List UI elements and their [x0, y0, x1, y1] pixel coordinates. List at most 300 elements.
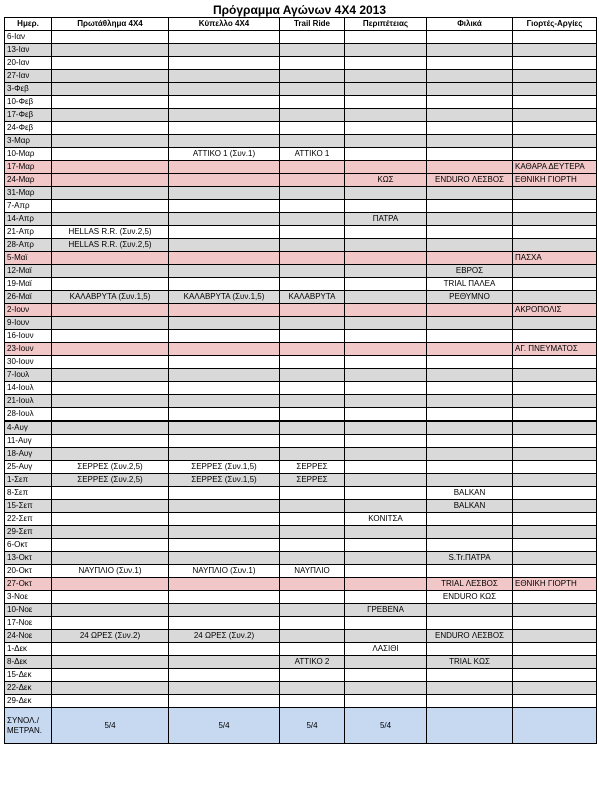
cell-adventure [345, 448, 427, 461]
cell-friendly: ENDURO ΚΩΣ [427, 591, 513, 604]
cell-trail-ride [280, 83, 345, 96]
cell-adventure: ΓΡΕΒΕΝΑ [345, 604, 427, 617]
cell-date: 3-Μαρ [5, 135, 52, 148]
cell-adventure [345, 239, 427, 252]
cell-date: 28-Ιουλ [5, 408, 52, 422]
table-row [5, 435, 597, 448]
totals-label: ΣΥΝΟΛ./ ΜΕΤΡΑΝ. [5, 708, 52, 744]
cell-date: 13-Οκτ [5, 552, 52, 565]
cell-championship [52, 265, 169, 278]
schedule-body [5, 31, 597, 708]
cell-holidays [513, 96, 597, 109]
table-row [5, 148, 597, 161]
cell-adventure [345, 330, 427, 343]
cell-holidays [513, 109, 597, 122]
table-row [5, 83, 597, 96]
totals-trail-ride: 5/4 [280, 708, 345, 744]
cell-date: 6-Ιαν [5, 31, 52, 44]
cell-cup [169, 526, 280, 539]
cell-cup [169, 682, 280, 695]
cell-holidays [513, 317, 597, 330]
cell-holidays: ΑΚΡΟΠΟΛΙΣ [513, 304, 597, 317]
cell-cup [169, 604, 280, 617]
cell-trail-ride [280, 421, 345, 435]
cell-trail-ride [280, 109, 345, 122]
cell-holidays [513, 31, 597, 44]
cell-friendly [427, 239, 513, 252]
cell-cup [169, 539, 280, 552]
cell-trail-ride [280, 591, 345, 604]
cell-cup [169, 83, 280, 96]
cell-adventure: ΚΩΣ [345, 174, 427, 187]
cell-cup [169, 122, 280, 135]
cell-championship [52, 435, 169, 448]
table-row [5, 513, 597, 526]
cell-adventure [345, 304, 427, 317]
cell-holidays [513, 421, 597, 435]
cell-adventure [345, 578, 427, 591]
cell-adventure [345, 474, 427, 487]
table-row [5, 57, 597, 70]
cell-championship [52, 187, 169, 200]
cell-adventure [345, 200, 427, 213]
cell-cup [169, 304, 280, 317]
table-row [5, 252, 597, 265]
cell-cup: ΑΤΤΙΚΟ 1 (Συν.1) [169, 148, 280, 161]
cell-adventure [345, 31, 427, 44]
cell-trail-ride [280, 356, 345, 369]
cell-date: 24-Φεβ [5, 122, 52, 135]
cell-championship [52, 500, 169, 513]
table-row [5, 135, 597, 148]
cell-trail-ride [280, 617, 345, 630]
table-row [5, 669, 597, 682]
cell-holidays [513, 461, 597, 474]
cell-championship [52, 369, 169, 382]
cell-adventure [345, 83, 427, 96]
table-row [5, 265, 597, 278]
cell-championship [52, 695, 169, 708]
table-row [5, 656, 597, 669]
cell-friendly [427, 330, 513, 343]
cell-holidays [513, 226, 597, 239]
cell-friendly [427, 604, 513, 617]
cell-date: 21-Ιουλ [5, 395, 52, 408]
cell-trail-ride: ΚΑΛΑΒΡΥΤΑ [280, 291, 345, 304]
cell-adventure [345, 435, 427, 448]
cell-trail-ride [280, 526, 345, 539]
cell-cup [169, 31, 280, 44]
cell-trail-ride [280, 278, 345, 291]
table-row [5, 395, 597, 408]
cell-adventure [345, 630, 427, 643]
cell-date: 13-Ιαν [5, 44, 52, 57]
cell-cup: ΚΑΛΑΒΡΥΤΑ (Συν.1,5) [169, 291, 280, 304]
cell-championship [52, 122, 169, 135]
cell-cup: ΣΕΡΡΕΣ (Συν.1,5) [169, 461, 280, 474]
table-row [5, 421, 597, 435]
cell-date: 18-Αυγ [5, 448, 52, 461]
cell-trail-ride [280, 695, 345, 708]
cell-date: 22-Σεπ [5, 513, 52, 526]
cell-trail-ride [280, 57, 345, 70]
cell-cup [169, 421, 280, 435]
cell-holidays [513, 448, 597, 461]
cell-cup [169, 552, 280, 565]
cell-date: 19-Μαϊ [5, 278, 52, 291]
cell-holidays [513, 148, 597, 161]
cell-cup [169, 369, 280, 382]
cell-championship [52, 487, 169, 500]
cell-cup [169, 435, 280, 448]
cell-adventure [345, 135, 427, 148]
cell-adventure [345, 669, 427, 682]
cell-holidays [513, 474, 597, 487]
cell-championship [52, 70, 169, 83]
cell-date: 10-Νοε [5, 604, 52, 617]
cell-trail-ride: ΣΕΡΡΕΣ [280, 461, 345, 474]
cell-holidays [513, 513, 597, 526]
cell-adventure [345, 109, 427, 122]
cell-holidays [513, 122, 597, 135]
table-row [5, 500, 597, 513]
cell-cup [169, 187, 280, 200]
cell-date: 25-Αυγ [5, 461, 52, 474]
cell-holidays [513, 565, 597, 578]
column-header-holidays: Γιορτές-Αργίες [513, 18, 597, 31]
cell-cup: ΣΕΡΡΕΣ (Συν.1,5) [169, 474, 280, 487]
cell-date: 7-Απρ [5, 200, 52, 213]
table-row [5, 31, 597, 44]
cell-championship [52, 83, 169, 96]
cell-adventure [345, 252, 427, 265]
cell-trail-ride [280, 669, 345, 682]
cell-championship [52, 109, 169, 122]
cell-trail-ride [280, 435, 345, 448]
cell-championship [52, 174, 169, 187]
table-row [5, 317, 597, 330]
cell-championship [52, 591, 169, 604]
cell-adventure [345, 291, 427, 304]
cell-friendly [427, 408, 513, 422]
cell-holidays [513, 278, 597, 291]
cell-date: 2-Ιουν [5, 304, 52, 317]
cell-championship: 24 ΩΡΕΣ (Συν.2) [52, 630, 169, 643]
cell-championship [52, 643, 169, 656]
cell-friendly: ENDURO ΛΕΣΒΟΣ [427, 630, 513, 643]
table-row [5, 643, 597, 656]
cell-date: 27-Οκτ [5, 578, 52, 591]
cell-date: 15-Δεκ [5, 669, 52, 682]
cell-holidays: ΚΑΘΑΡΑ ΔΕΥΤΕΡΑ [513, 161, 597, 174]
cell-trail-ride [280, 382, 345, 395]
cell-cup [169, 343, 280, 356]
cell-adventure [345, 408, 427, 422]
cell-friendly [427, 565, 513, 578]
cell-cup: 24 ΩΡΕΣ (Συν.2) [169, 630, 280, 643]
cell-trail-ride [280, 239, 345, 252]
cell-date: 3-Φεβ [5, 83, 52, 96]
cell-adventure [345, 161, 427, 174]
cell-friendly: S.Tr.ΠΑΤΡΑ [427, 552, 513, 565]
table-row [5, 578, 597, 591]
cell-friendly [427, 356, 513, 369]
cell-friendly [427, 70, 513, 83]
cell-adventure [345, 96, 427, 109]
table-row [5, 448, 597, 461]
cell-date: 17-Μαρ [5, 161, 52, 174]
table-row [5, 70, 597, 83]
cell-cup [169, 200, 280, 213]
cell-championship [52, 421, 169, 435]
cell-cup [169, 278, 280, 291]
cell-friendly: BALKAN [427, 500, 513, 513]
cell-date: 14-Ιουλ [5, 382, 52, 395]
cell-trail-ride [280, 578, 345, 591]
cell-friendly [427, 122, 513, 135]
cell-trail-ride [280, 135, 345, 148]
cell-cup [169, 44, 280, 57]
cell-date: 1-Δεκ [5, 643, 52, 656]
cell-holidays: ΑΓ. ΠΝΕΥΜΑΤΟΣ [513, 343, 597, 356]
table-row [5, 174, 597, 187]
cell-holidays [513, 213, 597, 226]
cell-championship [52, 278, 169, 291]
cell-friendly [427, 695, 513, 708]
cell-holidays [513, 669, 597, 682]
cell-date: 5-Μαϊ [5, 252, 52, 265]
cell-adventure [345, 317, 427, 330]
cell-trail-ride [280, 187, 345, 200]
cell-adventure [345, 682, 427, 695]
cell-cup: ΝΑΥΠΛΙΟ (Συν.1) [169, 565, 280, 578]
cell-date: 29-Δεκ [5, 695, 52, 708]
cell-friendly [427, 526, 513, 539]
cell-date: 1-Σεπ [5, 474, 52, 487]
totals-friendly [427, 708, 513, 744]
cell-holidays [513, 604, 597, 617]
table-row [5, 552, 597, 565]
cell-date: 22-Δεκ [5, 682, 52, 695]
cell-trail-ride [280, 122, 345, 135]
table-row [5, 487, 597, 500]
cell-friendly [427, 31, 513, 44]
cell-holidays [513, 682, 597, 695]
cell-holidays [513, 617, 597, 630]
cell-cup [169, 356, 280, 369]
cell-trail-ride [280, 643, 345, 656]
cell-trail-ride [280, 304, 345, 317]
cell-holidays [513, 630, 597, 643]
cell-championship [52, 330, 169, 343]
cell-adventure [345, 487, 427, 500]
cell-championship [52, 513, 169, 526]
cell-holidays [513, 435, 597, 448]
cell-holidays [513, 656, 597, 669]
cell-date: 16-Ιουν [5, 330, 52, 343]
cell-date: 20-Ιαν [5, 57, 52, 70]
table-row [5, 239, 597, 252]
cell-cup [169, 513, 280, 526]
schedule-table [4, 17, 597, 744]
cell-championship: ΣΕΡΡΕΣ (Συν.2,5) [52, 474, 169, 487]
cell-holidays [513, 57, 597, 70]
table-row [5, 526, 597, 539]
cell-trail-ride [280, 408, 345, 422]
column-header-date: Ημερ. [5, 18, 52, 31]
cell-holidays [513, 487, 597, 500]
cell-trail-ride [280, 343, 345, 356]
cell-friendly [427, 369, 513, 382]
cell-holidays [513, 382, 597, 395]
table-row [5, 369, 597, 382]
cell-cup [169, 213, 280, 226]
cell-adventure [345, 148, 427, 161]
cell-trail-ride [280, 161, 345, 174]
cell-cup [169, 408, 280, 422]
cell-friendly: TRIAL ΠΑΛΕΑ [427, 278, 513, 291]
cell-cup [169, 174, 280, 187]
cell-friendly: ΕΒΡΟΣ [427, 265, 513, 278]
cell-adventure [345, 70, 427, 83]
cell-adventure [345, 122, 427, 135]
table-row [5, 356, 597, 369]
cell-cup [169, 500, 280, 513]
cell-trail-ride [280, 174, 345, 187]
cell-date: 11-Αυγ [5, 435, 52, 448]
cell-trail-ride [280, 604, 345, 617]
cell-championship [52, 304, 169, 317]
cell-date: 24-Νοε [5, 630, 52, 643]
cell-cup [169, 135, 280, 148]
column-header-cup: Κύπελλο 4X4 [169, 18, 280, 31]
cell-trail-ride: ΝΑΥΠΛΙΟ [280, 565, 345, 578]
cell-adventure [345, 461, 427, 474]
table-row [5, 382, 597, 395]
cell-date: 17-Φεβ [5, 109, 52, 122]
cell-holidays [513, 500, 597, 513]
cell-cup [169, 448, 280, 461]
column-header-adventure: Περιπέτειας [345, 18, 427, 31]
cell-friendly [427, 643, 513, 656]
cell-friendly: ENDURO ΛΕΣΒΟΣ [427, 174, 513, 187]
cell-adventure [345, 226, 427, 239]
cell-trail-ride: ΑΤΤΙΚΟ 1 [280, 148, 345, 161]
cell-holidays [513, 591, 597, 604]
cell-adventure [345, 265, 427, 278]
cell-cup [169, 317, 280, 330]
cell-friendly: BALKAN [427, 487, 513, 500]
cell-friendly [427, 213, 513, 226]
cell-holidays [513, 369, 597, 382]
cell-cup [169, 109, 280, 122]
cell-trail-ride [280, 252, 345, 265]
cell-holidays [513, 70, 597, 83]
cell-friendly [427, 317, 513, 330]
cell-trail-ride [280, 226, 345, 239]
cell-adventure [345, 369, 427, 382]
cell-friendly [427, 617, 513, 630]
cell-friendly [427, 682, 513, 695]
header-row [5, 18, 597, 31]
cell-holidays: ΕΘΝΙΚΗ ΓΙΟΡΤΗ [513, 174, 597, 187]
cell-cup [169, 239, 280, 252]
cell-date: 15-Σεπ [5, 500, 52, 513]
cell-date: 10-Φεβ [5, 96, 52, 109]
cell-adventure: ΠΑΤΡΑ [345, 213, 427, 226]
cell-adventure [345, 565, 427, 578]
cell-holidays [513, 330, 597, 343]
cell-championship [52, 395, 169, 408]
cell-championship [52, 343, 169, 356]
cell-championship: ΚΑΛΑΒΡΥΤΑ (Συν.1,5) [52, 291, 169, 304]
cell-friendly [427, 448, 513, 461]
cell-cup [169, 265, 280, 278]
cell-trail-ride [280, 70, 345, 83]
cell-date: 31-Μαρ [5, 187, 52, 200]
cell-championship [52, 682, 169, 695]
cell-friendly [427, 161, 513, 174]
cell-championship: ΣΕΡΡΕΣ (Συν.2,5) [52, 461, 169, 474]
cell-championship [52, 213, 169, 226]
cell-cup [169, 70, 280, 83]
cell-cup [169, 395, 280, 408]
cell-friendly [427, 148, 513, 161]
table-row [5, 213, 597, 226]
cell-adventure [345, 187, 427, 200]
cell-holidays: ΠΑΣΧΑ [513, 252, 597, 265]
cell-trail-ride [280, 552, 345, 565]
cell-adventure [345, 695, 427, 708]
cell-holidays: ΕΘΝΙΚΗ ΓΙΟΡΤΗ [513, 578, 597, 591]
table-row [5, 304, 597, 317]
cell-adventure [345, 57, 427, 70]
totals-row [5, 708, 597, 744]
totals-holidays [513, 708, 597, 744]
cell-championship [52, 669, 169, 682]
cell-date: 14-Απρ [5, 213, 52, 226]
cell-trail-ride: ΣΕΡΡΕΣ [280, 474, 345, 487]
cell-championship [52, 148, 169, 161]
table-row [5, 330, 597, 343]
cell-adventure [345, 500, 427, 513]
cell-holidays [513, 356, 597, 369]
cell-adventure [345, 617, 427, 630]
cell-championship [52, 604, 169, 617]
cell-holidays [513, 291, 597, 304]
cell-championship [52, 539, 169, 552]
cell-friendly: ΡΕΘΥΜΝΟ [427, 291, 513, 304]
cell-friendly [427, 461, 513, 474]
cell-adventure [345, 356, 427, 369]
cell-cup [169, 643, 280, 656]
cell-championship [52, 408, 169, 422]
cell-friendly [427, 44, 513, 57]
column-header-championship: Πρωτάθλημα 4X4 [52, 18, 169, 31]
cell-trail-ride [280, 500, 345, 513]
cell-holidays [513, 395, 597, 408]
cell-trail-ride [280, 44, 345, 57]
cell-trail-ride [280, 96, 345, 109]
table-row [5, 408, 597, 422]
cell-adventure [345, 395, 427, 408]
cell-friendly [427, 187, 513, 200]
cell-adventure [345, 539, 427, 552]
cell-friendly [427, 96, 513, 109]
cell-trail-ride [280, 330, 345, 343]
cell-friendly [427, 539, 513, 552]
cell-trail-ride [280, 682, 345, 695]
